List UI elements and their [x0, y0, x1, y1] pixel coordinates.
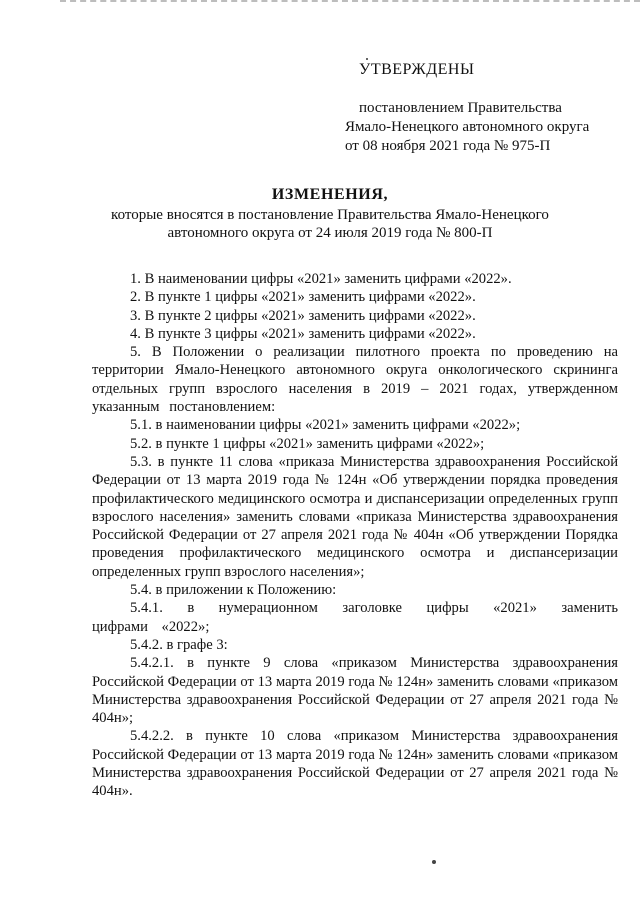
document-title: ИЗМЕНЕНИЯ,: [271, 186, 389, 203]
item-3: 3. В пункте 2 цифры «2021» заменить цифрами «2022».: [130, 307, 476, 324]
scan-top-edge: [60, 0, 640, 5]
item-5-1: 5.1. в наименовании цифры «2021» заменить цифрами «2022»;: [130, 417, 521, 434]
item-5-4-2-2: 5.4.2.2. в пункте 10 слова «приказом Министерства здравоохранения Российской Федерации от 13 марта 2019 года № 124н» заменить словами «приказом Министерства здравоохранения Российской Федерации от 27 апреля 2021 года № 404н».: [92, 728, 618, 800]
item-5-4-2: 5.4.2. в графе 3:: [130, 636, 228, 653]
item-2: 2. В пункте 1 цифры «2021» заменить цифрами «2022».: [130, 289, 476, 306]
item-4: 4. В пункте 3 цифры «2021» заменить цифрами «2022».: [130, 325, 476, 342]
item-1: 1. В наименовании цифры «2021» заменить цифрами «2022».: [130, 271, 512, 287]
document-body: [92, 270, 618, 801]
document-subtitle-line-1: которые вносятся в постановление Правительства Ямало-Ненецкого: [111, 207, 549, 223]
document-subtitle-line-2: автономного округа от 24 июля 2019 года № 800-П: [167, 225, 493, 241]
item-5-3: 5.3. в пункте 11 слова «приказа Министерства здравоохранения Российской Федерации от 13 марта 2019 года № 124н «Об утверждении порядка проведения профилактического медицинского осмотра и диспансеризации определенных групп взрослого населения» заменить словами «приказа Министерства здравоохранения Российской Федерации от 27 апреля 2021 года № 404н «Об утверждении Порядка проведения профилактического медицинского осмотра и диспансеризации определенных групп взрослого населения»;: [92, 453, 618, 580]
approval-line-2: Ямало-Ненецкого автономного округа: [345, 119, 590, 135]
item-5-2: 5.2. в пункте 1 цифры «2021» заменить цифрами «2022»;: [130, 435, 485, 452]
document-heading: [60, 186, 600, 242]
scan-dot: [432, 860, 436, 864]
approval-line-3: от 08 ноября 2021 года № 975-П: [345, 138, 551, 154]
approval-line-1: постановлением Правительства: [359, 100, 562, 116]
approval-block: [345, 60, 635, 156]
approval-title: УТВЕРЖДЕНЫ: [359, 61, 475, 78]
item-5-4: 5.4. в приложении к Положению:: [130, 582, 337, 599]
item-5: 5. В Положении о реализации пилотного проекта по проведению на территории Ямало-Ненецкого автономного округа онкологического скрининга отдельных групп взрослого населения в 2019 – 2021 годах, утвержденном указанным постановлением:: [92, 344, 618, 416]
item-5-4-2-1: 5.4.2.1. в пункте 9 слова «приказом Министерства здравоохранения Российской Федерации от 13 марта 2019 года № 124н» заменить словами «приказом Министерства здравоохранения Российской Федерации от 27 апреля 2021 года № 404н»;: [92, 655, 618, 727]
item-5-4-1: 5.4.1. в нумерационном заголовке цифры «2021» заменить цифрами «2022»;: [92, 600, 618, 635]
